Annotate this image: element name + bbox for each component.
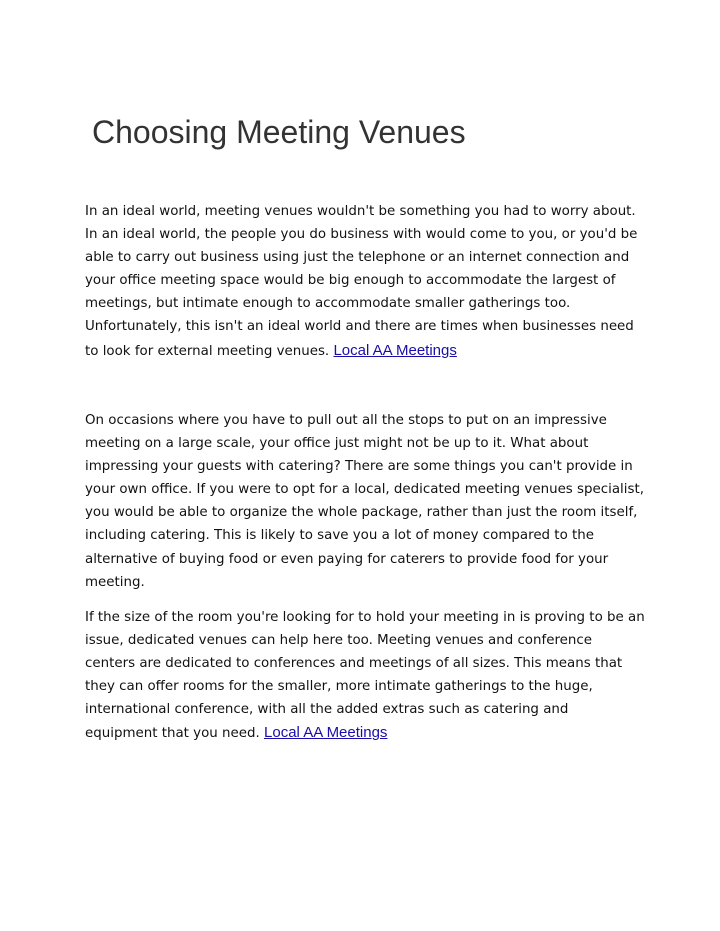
paragraph-text: On occasions where you have to pull out all the stops to put on an impressive meeting on a large scale, your office just might not be up to it. What about impressing your guests with catering? There are some things you can't provide in your own office. If you were to opt for a local, dedicated meeting venues specialist, you would be able to organize the whole package, rather than just the room itself, including catering. This is likely to save you a lot of money compared to the alternative of buying food or even paying for caterers to provide food for your meeting. [85, 413, 644, 590]
paragraph-intro [85, 200, 645, 363]
local-aa-meetings-link[interactable]: Local AA Meetings [333, 341, 457, 359]
paragraph-text: In an ideal world, meeting venues wouldn't be something you had to worry about. In an ideal world, the people you do business with would come to you, or you'd be able to carry out business using just the telephone or an internet connection and your office meeting space would be big enough to accommodate the largest of meetings, but intimate enough to accommodate smaller gatherings too. Unfortunately, this isn't an ideal world and there are times when businesses need to look for external meeting venues. [85, 204, 638, 359]
paragraph-catering [85, 409, 645, 594]
paragraph-text: If the size of the room you're looking for to hold your meeting in is proving to be an issue, dedicated venues can help here too. Meeting venues and conference centers are dedicated to conferences and meetings of all sizes. This means that they can offer rooms for the smaller, more intimate gatherings to the huge, international conference, with all the added extras such as catering and equipment that you need. [85, 610, 645, 742]
local-aa-meetings-link[interactable]: Local AA Meetings [264, 724, 388, 742]
page-title: Choosing Meeting Venues [92, 114, 466, 150]
paragraph-room-size [85, 606, 645, 746]
